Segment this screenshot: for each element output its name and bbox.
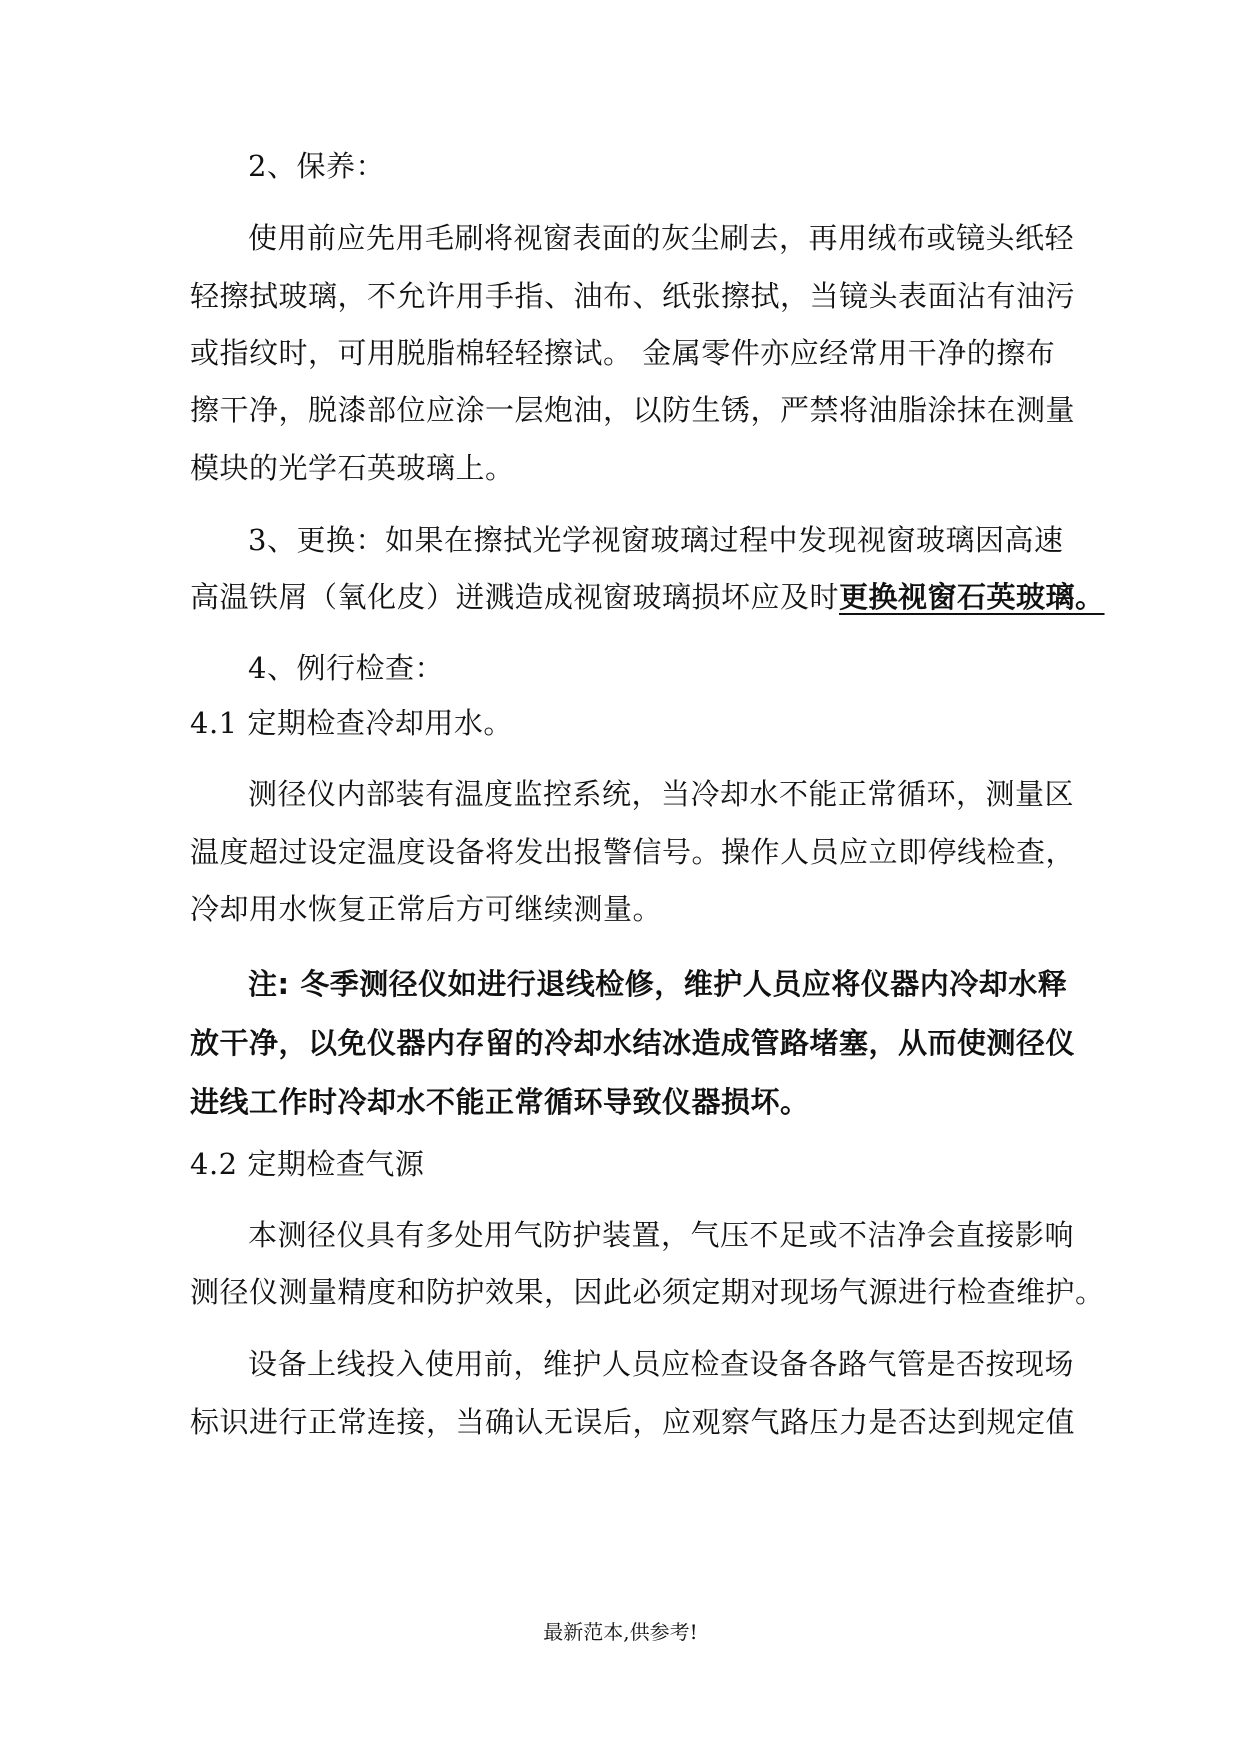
section-3-line-2-text: 高温铁屑（氧化皮）迸溅造成视窗玻璃损坏应及时 [190, 580, 840, 614]
section-3-line-2 [190, 577, 1105, 617]
section-4-2-para-1-line-1: 本测径仪具有多处用气防护装置，气压不足或不洁净会直接影响 [248, 1218, 1075, 1252]
section-4-2-para-2-line-1: 设备上线投入使用前，维护人员应检查设备各路气管是否按现场 [248, 1347, 1075, 1381]
section-2-line-4: 擦干净，脱漆部位应涂一层炮油，以防生锈，严禁将油脂涂抹在测量 [190, 393, 1076, 427]
winter-note-line-1: 注: 冬季测径仪如进行退线检修，维护人员应将仪器内冷却水释 [248, 967, 1068, 1001]
section-4-1-heading: 4.1 定期检查冷却用水。 [190, 706, 513, 740]
section-2-line-3: 或指纹时，可用脱脂棉轻轻擦试。 金属零件亦应经常用干净的擦布 [190, 336, 1056, 370]
section-4-2-para-2-line-2: 标识进行正常连接，当确认无误后，应观察气路压力是否达到规定值 [190, 1405, 1076, 1439]
section-4-heading: 4、例行检查： [248, 651, 444, 685]
winter-note-line-3: 进线工作时冷却水不能正常循环导致仪器损坏。 [190, 1085, 810, 1119]
section-4-2-heading: 4.2 定期检查气源 [190, 1147, 425, 1181]
section-4-1-line-3: 冷却用水恢复正常后方可继续测量。 [190, 892, 663, 926]
page-footer: 最新范本,供参考! [543, 1620, 698, 1644]
replace-glass-emphasis: 更换视窗石英玻璃。 [839, 580, 1105, 614]
section-2-heading: 2、保养： [248, 149, 385, 183]
section-4-1-line-1: 测径仪内部装有温度监控系统，当冷却水不能正常循环，测量区 [248, 777, 1075, 811]
section-2-line-5: 模块的光学石英玻璃上。 [190, 451, 515, 485]
section-2-line-2: 轻擦拭玻璃，不允许用手指、油布、纸张擦拭，当镜头表面沾有油污 [190, 279, 1076, 313]
section-4-1-line-2: 温度超过设定温度设备将发出报警信号。操作人员应立即停线检查， [190, 835, 1076, 869]
section-3-line-1: 3、更换：如果在擦拭光学视窗玻璃过程中发现视窗玻璃因高速 [248, 523, 1064, 557]
section-4-2-para-1-line-2: 测径仪测量精度和防护效果，因此必须定期对现场气源进行检查维护。 [190, 1275, 1105, 1309]
winter-note-line-2: 放干净，以免仪器内存留的冷却水结冰造成管路堵塞，从而使测径仪 [190, 1026, 1076, 1060]
section-2-line-1: 使用前应先用毛刷将视窗表面的灰尘刷去，再用绒布或镜头纸轻 [248, 221, 1075, 255]
